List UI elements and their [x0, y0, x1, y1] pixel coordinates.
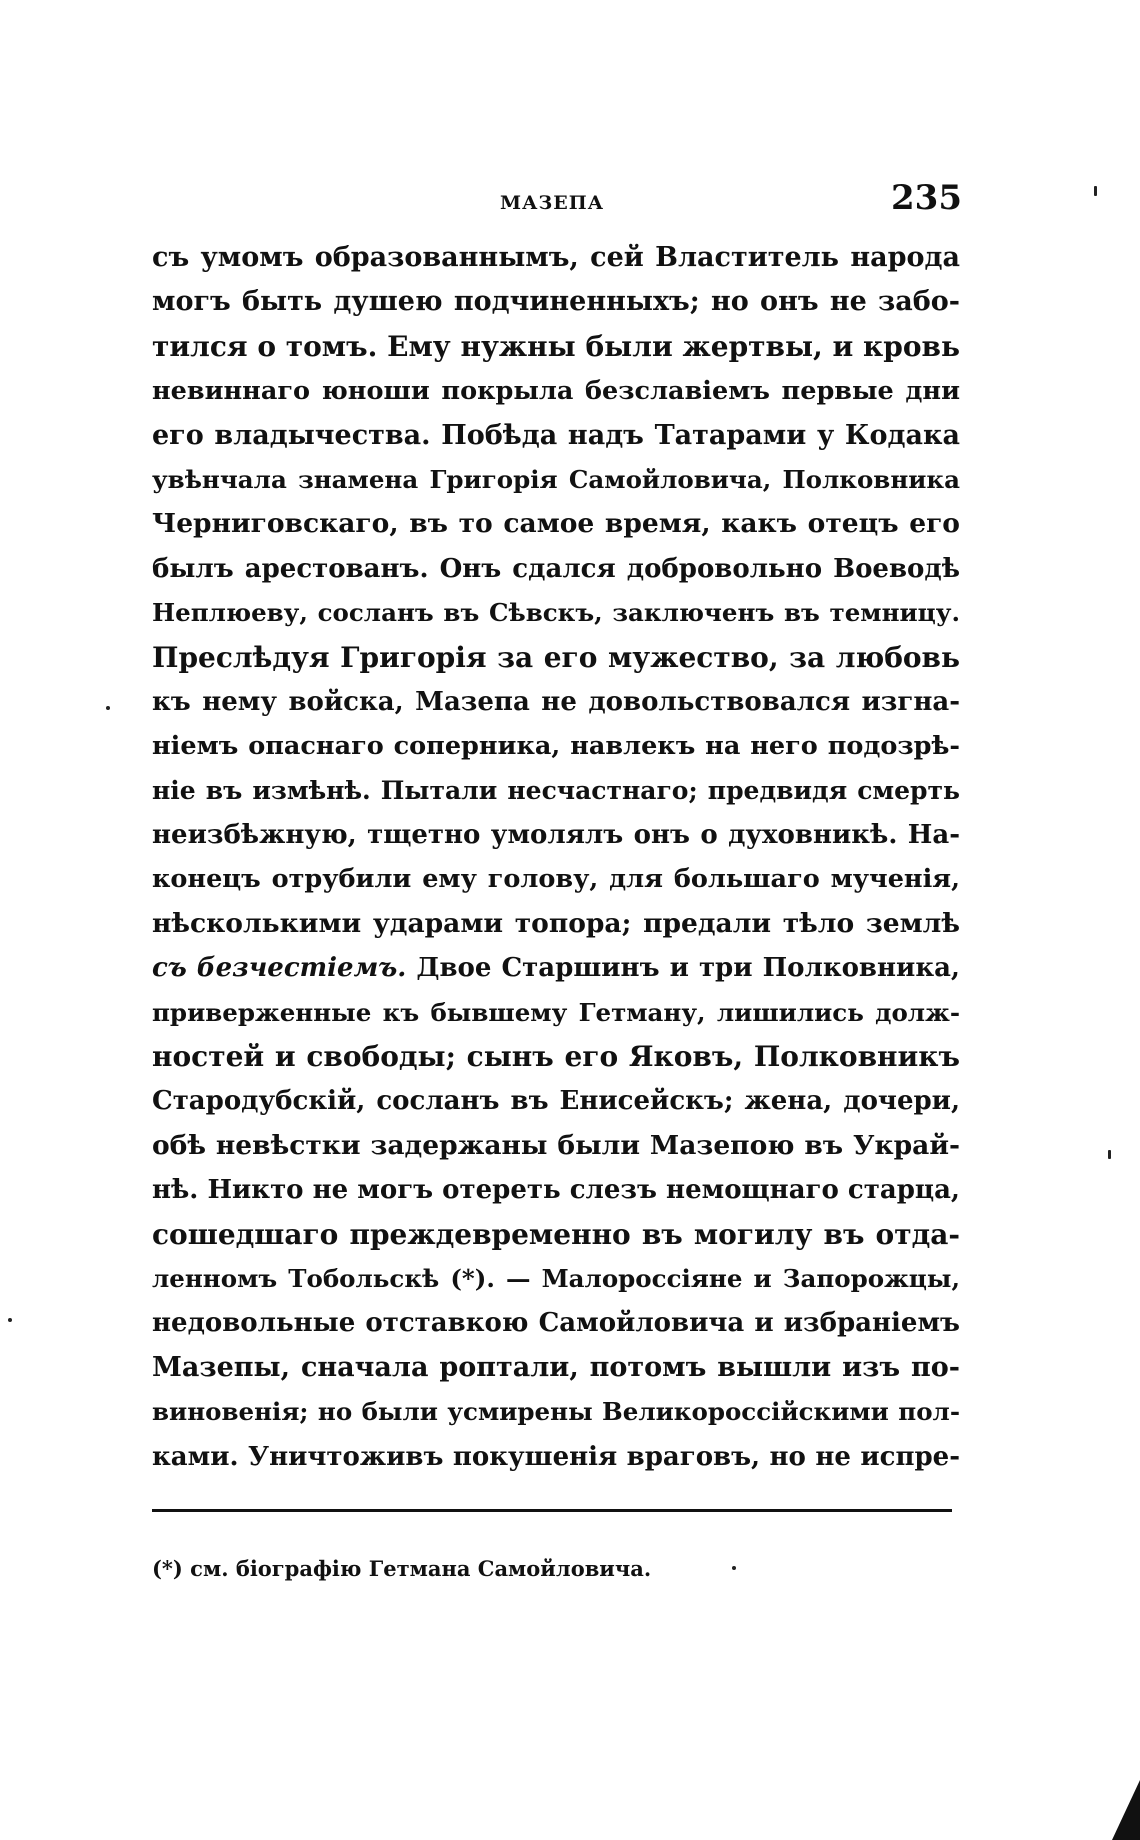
text-line-mixed	[152, 946, 960, 990]
text-line: Мазепы, сначала роптали, потомъ вышли изъ по-	[152, 1351, 960, 1383]
text-line: могъ быть душею подчиненныхъ; но онъ не забо-	[152, 286, 960, 318]
print-speck	[732, 1566, 736, 1570]
print-speck	[106, 706, 110, 710]
text-line: недовольные отставкою Самойловича и избраніемъ	[152, 1308, 960, 1339]
text-line: виновенія; но были усмирены Великороссійскими пол-	[152, 1397, 960, 1427]
text-line: его владычества. Побѣда надъ Татарами у Кодака	[152, 419, 960, 451]
text-line: Преслѣдуя Григорія за его мужество, за любовь	[152, 640, 960, 674]
text-line: нѣ. Никто не могъ отереть слезъ немощнаго старца,	[152, 1175, 960, 1206]
text-line: сошедшаго преждевременно въ могилу въ отда-	[152, 1217, 960, 1251]
text-line: ленномъ Тобольскѣ (*). — Малороссіяне и Запорожцы,	[152, 1263, 960, 1293]
text-line: тился о томъ. Ему нужны были жертвы, и кровь	[152, 329, 960, 363]
text-line: невиннаго юноши покрыла безславіемъ первые дни	[152, 376, 960, 407]
italic-phrase: съ безчестіемъ.	[152, 953, 407, 984]
text-line: Неплюеву, сосланъ въ Сѣвскъ, заключенъ въ темницу.	[152, 598, 960, 628]
print-speck	[1108, 1150, 1111, 1159]
text-line: ками. Уничтоживъ покушенія враговъ, но не испре-	[152, 1441, 960, 1472]
text-line: увѣнчала знамена Григорія Самойловича, Полковника	[152, 464, 960, 494]
text-line: къ нему войска, Мазепа не довольствовался изгна-	[152, 686, 960, 717]
running-title: МАЗЕПА	[500, 192, 605, 214]
body-text	[152, 236, 960, 1479]
text-line: нѣсколькими ударами топора; предали тѣло землѣ	[152, 907, 960, 939]
line-remainder: Двое Старшинъ и три Полковника,	[406, 953, 960, 984]
footnote-rule	[152, 1509, 952, 1512]
text-line: ностей и свободы; сынъ его Яковъ, Полковникъ	[152, 1040, 960, 1074]
page-number: 235	[891, 178, 962, 218]
text-line: Черниговскаго, въ то самое время, какъ отецъ его	[152, 508, 960, 540]
text-line: былъ арестованъ. Онъ сдался добровольно Воеводѣ	[152, 553, 960, 584]
text-line: неизбѣжную, тщетно умолялъ онъ о духовникѣ. На-	[152, 820, 960, 851]
text-line: ніе въ измѣнѣ. Пытали несчастнаго; предвидя смерть	[152, 775, 960, 805]
text-line: конецъ отрубили ему голову, для большаго мученія,	[152, 864, 960, 895]
text-line: обѣ невѣстки задержаны были Мазепою въ Украй-	[152, 1129, 960, 1161]
page-corner-mark	[1112, 1780, 1140, 1840]
running-head	[152, 178, 962, 224]
print-speck	[8, 1318, 12, 1322]
print-speck	[1094, 186, 1097, 196]
text-line: съ умомъ образованнымъ, сей Властитель народа	[152, 242, 960, 273]
text-line: ніемъ опаснаго соперника, навлекъ на него подозрѣ-	[152, 731, 960, 762]
text-line: Стародубскій, сосланъ въ Енисейскъ; жена, дочери,	[152, 1086, 960, 1117]
footnote: (*) см. біографію Гетмана Самойловича.	[152, 1556, 652, 1581]
text-line: приверженные къ бывшему Гетману, лишились долж-	[152, 997, 960, 1027]
